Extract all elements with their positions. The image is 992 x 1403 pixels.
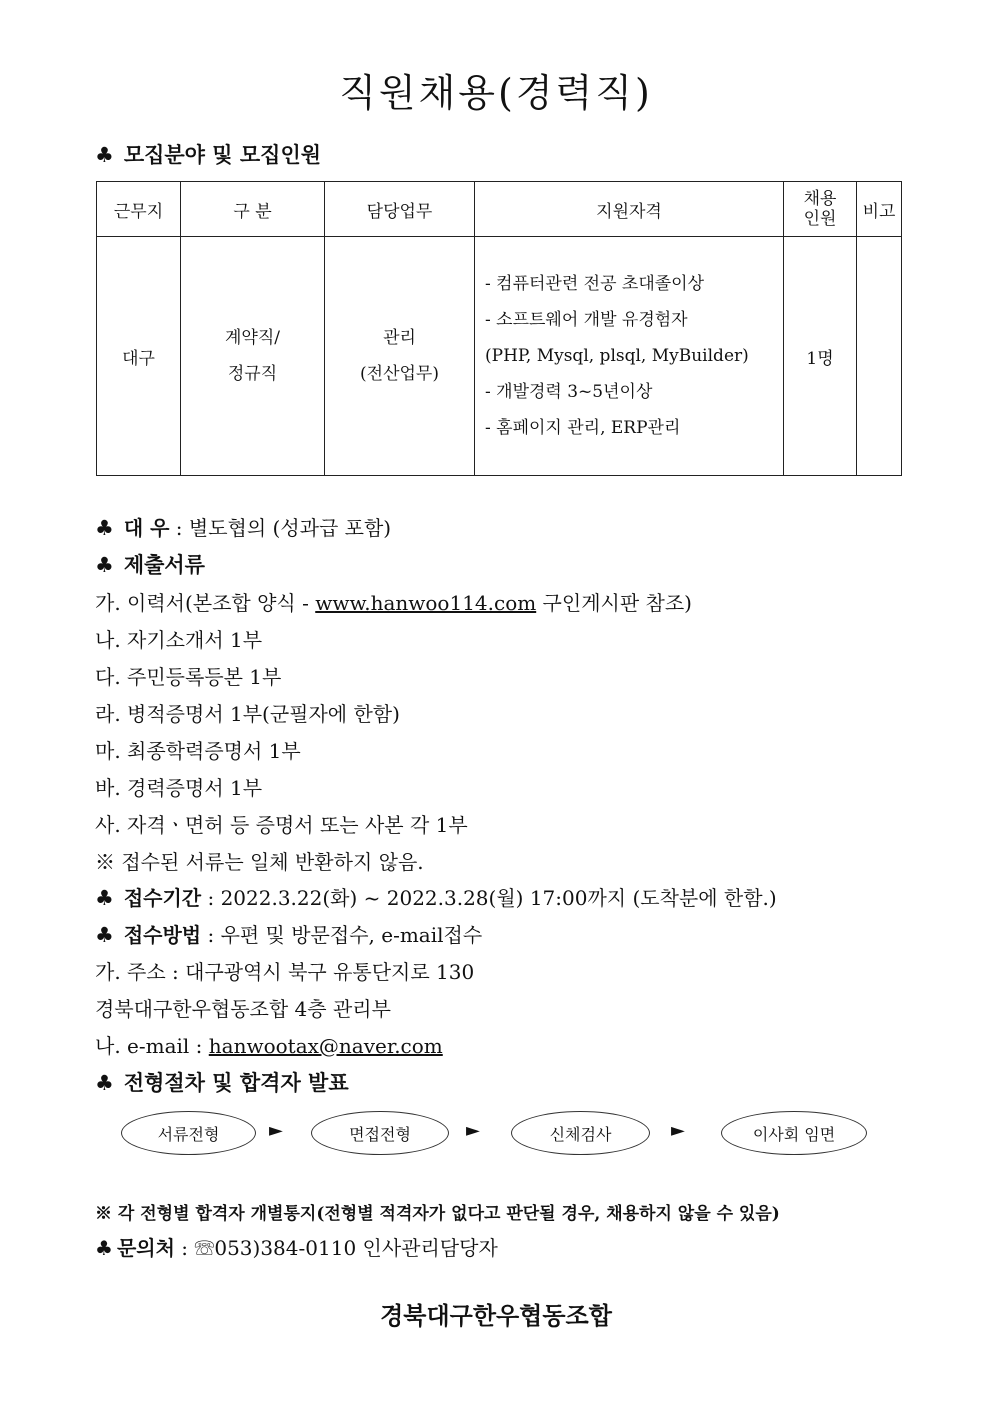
table-header-row (97, 182, 902, 237)
period-label: 접수기간 (123, 886, 202, 910)
document-item1-suffix: 구인게시판 참조) (536, 591, 692, 615)
cell-location: 대구 (97, 237, 181, 476)
process-step: 서류전형 (121, 1111, 256, 1155)
contact-label: 문의처 (116, 1236, 175, 1260)
document-item1-prefix: 가. 이력서(본조합 양식 - (95, 591, 316, 615)
club-icon: ♣ (95, 923, 114, 947)
cell-type (181, 237, 325, 476)
header-location: 근무지 (97, 182, 181, 237)
club-icon: ♣ (95, 1236, 113, 1260)
process-label: 전형절차 및 합격자 발표 (123, 1070, 349, 1095)
website-link[interactable]: www.hanwoo114.com (315, 591, 537, 615)
header-note: 비고 (857, 182, 902, 237)
club-icon: ♣ (95, 553, 114, 577)
document-item: 사. 자격ㆍ면허 등 증명서 또는 사본 각 1부 (95, 813, 468, 837)
method-value: : 우편 및 방문접수, e-mail접수 (201, 923, 483, 947)
header-count: 채용 인원 (784, 182, 857, 237)
recruit-table (96, 181, 902, 476)
section-documents (95, 549, 205, 579)
header-type: 구 분 (181, 182, 325, 237)
qualification-item: - 개발경력 3~5년이상 (485, 382, 653, 402)
arrow-right-icon: ► (269, 1120, 283, 1141)
cell-qualification (475, 237, 784, 476)
email-prefix: 나. e-mail : (95, 1034, 209, 1058)
section-recruit-label: 모집분야 및 모집인원 (123, 142, 322, 167)
selection-notice: ※ 각 전형별 합격자 개별통지(전형별 적격자가 없다고 판단될 경우, 채용하지 않을 수 있음) (95, 1204, 780, 1224)
address-line: 경북대구한우협동조합 4층 관리부 (95, 997, 391, 1021)
documents-label: 제출서류 (123, 552, 205, 577)
process-step: 면접전형 (311, 1111, 449, 1155)
cell-note (857, 237, 902, 476)
period-line (95, 882, 777, 911)
qualification-item: - 컴퓨터관련 전공 초대졸이상 (485, 274, 705, 294)
cell-type-line1: 계약직/ (225, 328, 280, 348)
document-item: 마. 최종학력증명서 1부 (95, 739, 301, 763)
document-item: 나. 자기소개서 1부 (95, 628, 263, 652)
club-icon: ♣ (95, 886, 114, 910)
document-notice: ※ 접수된 서류는 일체 반환하지 않음. (95, 850, 424, 874)
cell-duty-line1: 관리 (383, 328, 416, 348)
document-item: 바. 경력증명서 1부 (95, 776, 263, 800)
process-step: 이사회 임면 (721, 1111, 867, 1155)
process-step: 신체검사 (511, 1111, 650, 1155)
table-row (97, 237, 902, 476)
organization-name: 경북대구한우협동조합 (380, 1301, 612, 1330)
method-line (95, 919, 482, 948)
section-recruit-field (95, 139, 321, 169)
qualification-item: - 홈페이지 관리, ERP관리 (485, 418, 681, 438)
contact-value: : ☏053)384-0110 인사관리담당자 (174, 1236, 498, 1260)
arrow-right-icon: ► (671, 1120, 685, 1141)
email-link[interactable]: hanwootax@naver.com (208, 1034, 443, 1058)
qualification-item: (PHP, Mysql, plsql, MyBuilder) (485, 346, 749, 366)
treatment-line (95, 512, 391, 541)
arrow-right-icon: ► (466, 1120, 480, 1141)
section-process (95, 1067, 349, 1097)
club-icon: ♣ (95, 516, 114, 540)
document-item: 라. 병적증명서 1부(군필자에 한함) (95, 702, 400, 726)
email-line (95, 1030, 443, 1059)
treatment-value: : 별도협의 (성과급 포함) (169, 516, 392, 540)
process-flow (121, 1111, 881, 1157)
page-title: 직원채용(경력직) (339, 71, 653, 115)
method-label: 접수방법 (123, 923, 202, 947)
header-qualification: 지원자격 (475, 182, 784, 237)
qualification-item: - 소프트웨어 개발 유경험자 (485, 310, 688, 330)
treatment-label: 대 우 (123, 516, 170, 540)
document-item (95, 587, 692, 616)
header-duty: 담당업무 (325, 182, 475, 237)
cell-duty (325, 237, 475, 476)
contact-line (95, 1232, 498, 1261)
cell-duty-line2: (전산업무) (360, 364, 439, 384)
cell-type-line2: 정규직 (227, 364, 278, 384)
cell-count: 1명 (784, 237, 857, 476)
address-line: 가. 주소 : 대구광역시 북구 유통단지로 130 (95, 960, 475, 984)
club-icon: ♣ (95, 1071, 114, 1095)
document-item: 다. 주민등록등본 1부 (95, 665, 282, 689)
club-icon: ♣ (95, 143, 114, 167)
period-value: : 2022.3.22(화) ~ 2022.3.28(월) 17:00까지 (도착분에 한함.) (201, 886, 777, 910)
